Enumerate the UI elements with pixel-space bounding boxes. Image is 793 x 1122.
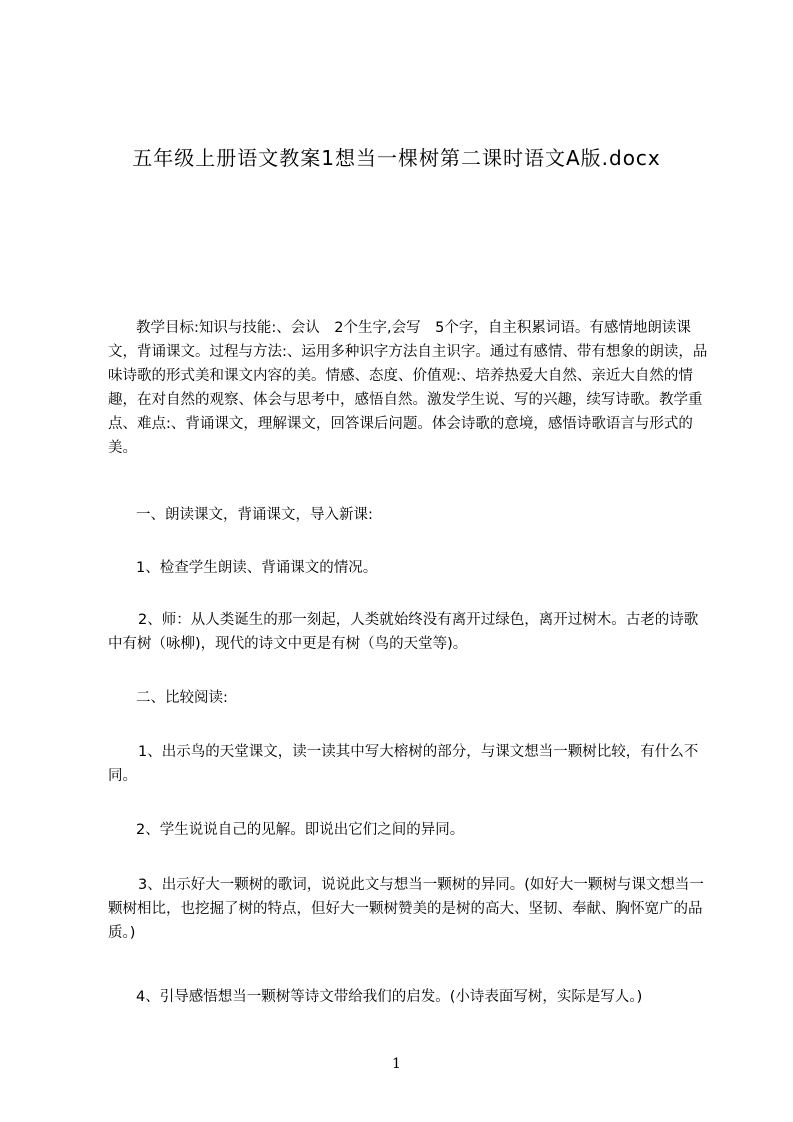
list-item: 1、出示鸟的天堂课文，读一读其中写大榕树的部分，与课文想当一颗树比较，有什么不同。 <box>108 744 699 784</box>
document-title: 五年级上册语文教案1想当一棵树第二课时语文A版.docx <box>132 146 661 170</box>
list-item: 2、师：从人类诞生的那一刻起，人类就始终没有离开过绿色，离开过树木。古老的诗歌中有树（咏柳)，现代的诗文中更是有树（鸟的天堂等)。 <box>108 612 699 652</box>
list-item: 2、学生说说自己的见解。即说出它们之间的异同。 <box>136 822 465 838</box>
page-number: 1 <box>392 1056 401 1072</box>
list-item: 1、检查学生朗读、背诵课文的情况。 <box>136 560 378 576</box>
paragraph-objectives: 教学目标:知识与技能:、会认 2个生字,会写 5个字，自主积累词语。有感情地朗读课文，背诵课文。过程与方法:、运用多种识字方法自主识字。通过有感情、带有想象的朗读，品味诗歌的形式美和课文内容的美。情感、态度、价值观:、培养热爱大自然、亲近大自然的情趣，在对自然的观察、体会与思考中，感悟自然。激发学生说、写的兴趣，续写诗歌。教学重点、难点:、背诵课文，理解课文，回答课后问题。体会诗歌的意境，感悟诗歌语言与形式的美。 <box>108 320 708 456</box>
list-item: 3、出示好大一颗树的歌词，说说此文与想当一颗树的异同。(如好大一颗树与课文想当一颗树相比，也挖掘了树的特点，但好大一颗树赞美的是树的高大、坚韧、奉献、胸怀宽广的品质。) <box>108 877 704 941</box>
section-heading-2: 二、比较阅读: <box>136 690 228 706</box>
section-heading-1: 一、朗读课文，背诵课文，导入新课: <box>136 507 373 523</box>
list-item: 4、引导感悟想当一颗树等诗文带给我们的启发。(小诗表面写树，实际是写人。) <box>136 989 643 1005</box>
